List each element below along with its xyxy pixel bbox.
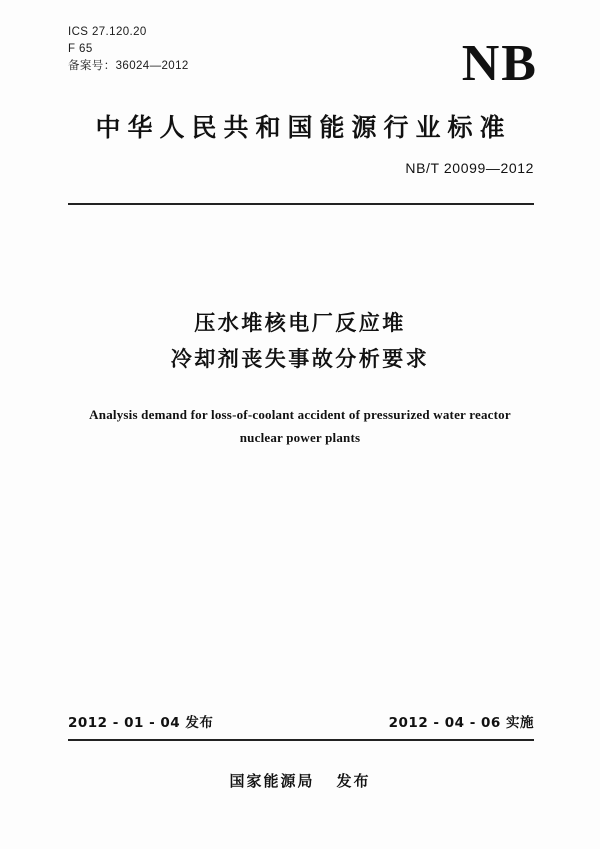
record-number: 备案号：36024—2012 bbox=[68, 60, 189, 72]
issuer-line bbox=[0, 770, 600, 791]
issuer-action: 发布 bbox=[336, 772, 371, 790]
divider-bottom bbox=[68, 739, 534, 741]
divider-top bbox=[68, 203, 534, 205]
document-title-cn-line2: 冷却剂丧失事故分析要求 bbox=[170, 347, 430, 371]
issuing-organization: 国家能源局 bbox=[229, 772, 315, 790]
nb-logo: NB bbox=[461, 35, 538, 92]
dates-row bbox=[68, 711, 534, 731]
implementation-date: 2012 - 04 - 06 实施 bbox=[388, 715, 534, 731]
classification-code: F 65 bbox=[68, 43, 93, 55]
standard-header-title: 中华人民共和国能源行业标准 bbox=[95, 113, 512, 142]
metadata-block bbox=[68, 24, 189, 75]
document-title-en-line1: Analysis demand for loss-of-coolant accident of pressurized water reactor bbox=[89, 407, 511, 422]
document-title-cn-line1: 压水堆核电厂反应堆 bbox=[194, 311, 406, 335]
document-title-en-line2: nuclear power plants bbox=[239, 430, 361, 445]
ics-code: ICS 27.120.20 bbox=[68, 26, 147, 38]
issue-date: 2012 - 01 - 04 发布 bbox=[68, 715, 214, 731]
title-block bbox=[0, 305, 600, 449]
standard-number: NB/T 20099—2012 bbox=[405, 160, 534, 176]
